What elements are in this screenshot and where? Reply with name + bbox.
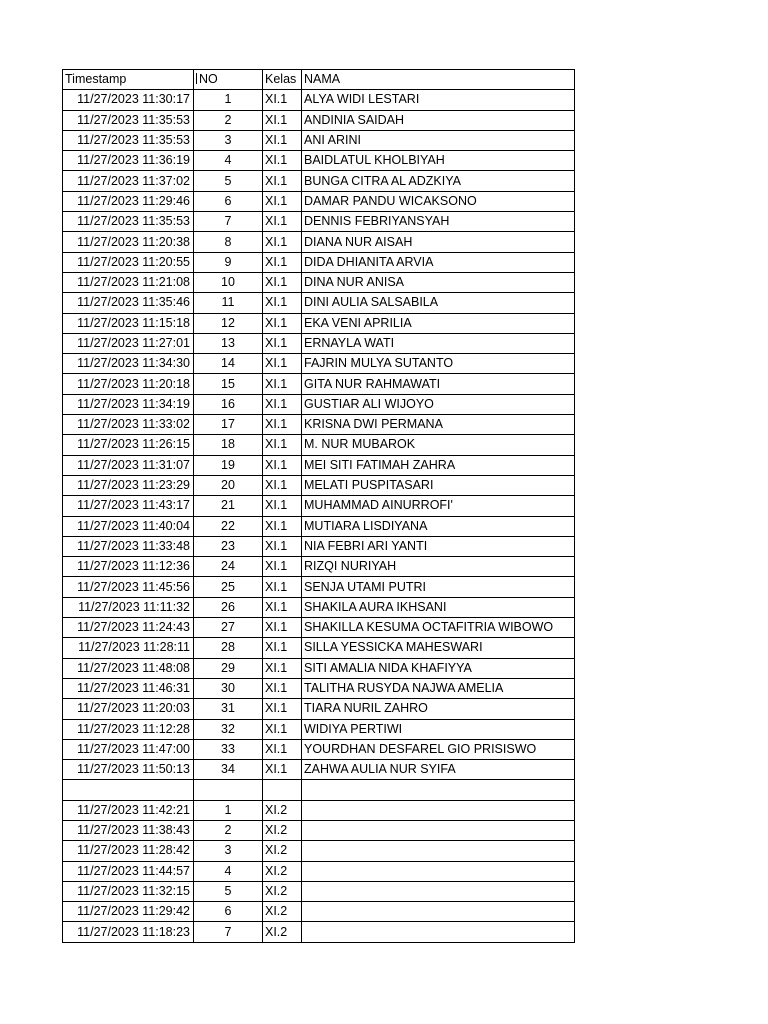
cell-timestamp: 11/27/2023 11:43:17: [63, 496, 194, 516]
cell-kelas: XI.1: [263, 272, 302, 292]
cell-no: 21: [194, 496, 263, 516]
cell-kelas: XI.1: [263, 597, 302, 617]
cell-no: 2: [194, 110, 263, 130]
cell-no: 4: [194, 861, 263, 881]
cell-kelas: XI.1: [263, 618, 302, 638]
cell-kelas: XI.1: [263, 252, 302, 272]
cell-nama: ALYA WIDI LESTARI: [302, 90, 575, 110]
cell-nama: WIDIYA PERTIWI: [302, 719, 575, 739]
cell-kelas: XI.1: [263, 739, 302, 759]
cell-no: 23: [194, 536, 263, 556]
cell-timestamp: 11/27/2023 11:37:02: [63, 171, 194, 191]
cell-kelas: XI.1: [263, 130, 302, 150]
cell-nama: KRISNA DWI PERMANA: [302, 415, 575, 435]
table-row: [63, 475, 575, 495]
cell-nama: TIARA NURIL ZAHRO: [302, 699, 575, 719]
cell-nama: SHAKILA AURA IKHSANI: [302, 597, 575, 617]
table-row: [63, 374, 575, 394]
cell-nama: [302, 820, 575, 840]
cell-kelas: XI.1: [263, 658, 302, 678]
cell-kelas: XI.1: [263, 475, 302, 495]
cell-no: 1: [194, 90, 263, 110]
table-row: [63, 151, 575, 171]
cell-kelas: XI.1: [263, 435, 302, 455]
cell-timestamp: 11/27/2023 11:30:17: [63, 90, 194, 110]
cell-kelas: XI.1: [263, 171, 302, 191]
table-row: [63, 922, 575, 942]
table-row: [63, 252, 575, 272]
cell-nama: RIZQI NURIYAH: [302, 557, 575, 577]
cell-kelas: XI.1: [263, 719, 302, 739]
cell-no: 9: [194, 252, 263, 272]
cell-no: 3: [194, 130, 263, 150]
cell-no: 34: [194, 760, 263, 780]
cell-kelas: XI.2: [263, 841, 302, 861]
cell-timestamp: 11/27/2023 11:50:13: [63, 760, 194, 780]
cell-nama: YOURDHAN DESFAREL GIO PRISISWO: [302, 739, 575, 759]
cell-timestamp: 11/27/2023 11:33:02: [63, 415, 194, 435]
cell-no: 18: [194, 435, 263, 455]
cell-no: 29: [194, 658, 263, 678]
cell-timestamp: 11/27/2023 11:28:42: [63, 841, 194, 861]
cell-no: 24: [194, 557, 263, 577]
cell-no: 25: [194, 577, 263, 597]
table-row: [63, 455, 575, 475]
cell-kelas: XI.1: [263, 536, 302, 556]
cell-nama: TALITHA RUSYDA NAJWA AMELIA: [302, 678, 575, 698]
cell-timestamp: 11/27/2023 11:15:18: [63, 313, 194, 333]
cell-nama: M. NUR MUBAROK: [302, 435, 575, 455]
cell-kelas: XI.1: [263, 678, 302, 698]
cell-nama: SHAKILLA KESUMA OCTAFITRIA WIBOWO: [302, 618, 575, 638]
cell-timestamp: 11/27/2023 11:28:11: [63, 638, 194, 658]
cell-no: 5: [194, 881, 263, 901]
cell-no: 4: [194, 151, 263, 171]
cell-no: 30: [194, 678, 263, 698]
table-row: [63, 719, 575, 739]
cell-nama: BUNGA CITRA AL ADZKIYA: [302, 171, 575, 191]
cell-no: 2: [194, 820, 263, 840]
cell-timestamp: 11/27/2023 11:20:38: [63, 232, 194, 252]
cell-no: 27: [194, 618, 263, 638]
cell-no: 13: [194, 333, 263, 353]
cell-timestamp: 11/27/2023 11:34:30: [63, 354, 194, 374]
table-row: [63, 658, 575, 678]
table-row: [63, 435, 575, 455]
cell-kelas: XI.1: [263, 90, 302, 110]
table-row: [63, 678, 575, 698]
cell-timestamp: 11/27/2023 11:35:53: [63, 130, 194, 150]
cell-timestamp: 11/27/2023 11:47:00: [63, 739, 194, 759]
table-row: [63, 212, 575, 232]
cell-nama: EKA VENI APRILIA: [302, 313, 575, 333]
cell-nama: [302, 780, 575, 800]
cell-kelas: XI.2: [263, 861, 302, 881]
cell-nama: [302, 881, 575, 901]
cell-no: 6: [194, 191, 263, 211]
table-row: [63, 760, 575, 780]
cell-no: 12: [194, 313, 263, 333]
cell-timestamp: 11/27/2023 11:32:15: [63, 881, 194, 901]
cell-no: 10: [194, 272, 263, 292]
cell-no: 31: [194, 699, 263, 719]
cell-kelas: XI.1: [263, 232, 302, 252]
cell-nama: DAMAR PANDU WICAKSONO: [302, 191, 575, 211]
table-row: [63, 496, 575, 516]
cell-timestamp: 11/27/2023 11:20:03: [63, 699, 194, 719]
cell-nama: GITA NUR RAHMAWATI: [302, 374, 575, 394]
cell-nama: DENNIS FEBRIYANSYAH: [302, 212, 575, 232]
cell-timestamp: 11/27/2023 11:12:28: [63, 719, 194, 739]
table-row: [63, 415, 575, 435]
table-row: [63, 272, 575, 292]
cell-kelas: XI.1: [263, 455, 302, 475]
cell-kelas: XI.1: [263, 760, 302, 780]
cell-no: 26: [194, 597, 263, 617]
cell-kelas: XI.1: [263, 577, 302, 597]
header-timestamp: Timestamp: [63, 70, 194, 90]
cell-timestamp: 11/27/2023 11:27:01: [63, 333, 194, 353]
table-row: [63, 354, 575, 374]
cell-no: 22: [194, 516, 263, 536]
cell-nama: ERNAYLA WATI: [302, 333, 575, 353]
table-row: [63, 699, 575, 719]
cell-no: 3: [194, 841, 263, 861]
cell-timestamp: 11/27/2023 11:11:32: [63, 597, 194, 617]
table-row: [63, 232, 575, 252]
table-row: [63, 841, 575, 861]
cell-timestamp: 11/27/2023 11:26:15: [63, 435, 194, 455]
cell-nama: MUHAMMAD AINURROFI': [302, 496, 575, 516]
cell-no: 16: [194, 394, 263, 414]
cell-timestamp: 11/27/2023 11:35:53: [63, 110, 194, 130]
table-row: [63, 557, 575, 577]
table-row: [63, 130, 575, 150]
cell-kelas: XI.1: [263, 638, 302, 658]
cell-nama: SILLA YESSICKA MAHESWARI: [302, 638, 575, 658]
header-nama: NAMA: [302, 70, 575, 90]
cell-nama: [302, 861, 575, 881]
cell-kelas: XI.2: [263, 902, 302, 922]
header-no: [194, 70, 263, 90]
table-row: [63, 333, 575, 353]
cell-nama: FAJRIN MULYA SUTANTO: [302, 354, 575, 374]
cell-kelas: XI.1: [263, 496, 302, 516]
cell-no: 32: [194, 719, 263, 739]
cell-kelas: XI.2: [263, 820, 302, 840]
cell-nama: NIA FEBRI ARI YANTI: [302, 536, 575, 556]
cell-kelas: XI.1: [263, 415, 302, 435]
cell-kelas: XI.2: [263, 881, 302, 901]
cell-timestamp: 11/27/2023 11:44:57: [63, 861, 194, 881]
table-row: [63, 577, 575, 597]
cell-nama: [302, 902, 575, 922]
cell-timestamp: 11/27/2023 11:38:43: [63, 820, 194, 840]
cell-timestamp: 11/27/2023 11:36:19: [63, 151, 194, 171]
cell-no: 11: [194, 293, 263, 313]
header-kelas: Kelas: [263, 70, 302, 90]
cell-no: 20: [194, 475, 263, 495]
cell-nama: SENJA UTAMI PUTRI: [302, 577, 575, 597]
attendance-table: [62, 69, 575, 943]
cell-nama: MEI SITI FATIMAH ZAHRA: [302, 455, 575, 475]
cell-no: 17: [194, 415, 263, 435]
cell-no: 33: [194, 739, 263, 759]
cell-timestamp: 11/27/2023 11:31:07: [63, 455, 194, 475]
cell-no: 6: [194, 902, 263, 922]
cell-nama: ANDINIA SAIDAH: [302, 110, 575, 130]
table-row: [63, 780, 575, 800]
cell-no: 8: [194, 232, 263, 252]
cell-timestamp: 11/27/2023 11:33:48: [63, 536, 194, 556]
table-row: [63, 516, 575, 536]
table-row: [63, 597, 575, 617]
cell-timestamp: 11/27/2023 11:42:21: [63, 800, 194, 820]
cell-timestamp: 11/27/2023 11:20:18: [63, 374, 194, 394]
cell-nama: GUSTIAR ALI WIJOYO: [302, 394, 575, 414]
cell-timestamp: 11/27/2023 11:35:53: [63, 212, 194, 232]
cell-timestamp: 11/27/2023 11:21:08: [63, 272, 194, 292]
cell-nama: [302, 841, 575, 861]
cell-kelas: XI.1: [263, 516, 302, 536]
table-row: [63, 800, 575, 820]
cell-timestamp: 11/27/2023 11:34:19: [63, 394, 194, 414]
header-row: [63, 70, 575, 90]
cell-kelas: XI.1: [263, 110, 302, 130]
cell-nama: BAIDLATUL KHOLBIYAH: [302, 151, 575, 171]
cell-no: 5: [194, 171, 263, 191]
cell-no: 28: [194, 638, 263, 658]
cell-kelas: XI.1: [263, 557, 302, 577]
cell-kelas: XI.1: [263, 394, 302, 414]
cell-kelas: XI.1: [263, 313, 302, 333]
table-row: [63, 171, 575, 191]
cell-no: 1: [194, 800, 263, 820]
cell-no: 7: [194, 922, 263, 942]
table-row: [63, 861, 575, 881]
cell-kelas: XI.2: [263, 800, 302, 820]
cell-kelas: XI.2: [263, 922, 302, 942]
table-row: [63, 394, 575, 414]
cell-timestamp: 11/27/2023 11:40:04: [63, 516, 194, 536]
cell-kelas: XI.1: [263, 374, 302, 394]
table-row: [63, 313, 575, 333]
table-row: [63, 110, 575, 130]
table-row: [63, 293, 575, 313]
cell-timestamp: 11/27/2023 11:23:29: [63, 475, 194, 495]
cell-nama: ANI ARINI: [302, 130, 575, 150]
table-row: [63, 90, 575, 110]
table-row: [63, 536, 575, 556]
cell-nama: MUTIARA LISDIYANA: [302, 516, 575, 536]
table-row: [63, 191, 575, 211]
table-row: [63, 739, 575, 759]
cell-timestamp: 11/27/2023 11:46:31: [63, 678, 194, 698]
cell-kelas: XI.1: [263, 293, 302, 313]
table-row: [63, 881, 575, 901]
cell-timestamp: 11/27/2023 11:29:42: [63, 902, 194, 922]
cell-kelas: XI.1: [263, 699, 302, 719]
cell-timestamp: 11/27/2023 11:29:46: [63, 191, 194, 211]
cell-kelas: XI.1: [263, 212, 302, 232]
cell-nama: DIANA NUR AISAH: [302, 232, 575, 252]
cell-kelas: [263, 780, 302, 800]
cell-nama: MELATI PUSPITASARI: [302, 475, 575, 495]
cell-timestamp: 11/27/2023 11:35:46: [63, 293, 194, 313]
cell-timestamp: 11/27/2023 11:48:08: [63, 658, 194, 678]
cell-nama: [302, 800, 575, 820]
cell-timestamp: 11/27/2023 11:24:43: [63, 618, 194, 638]
cell-timestamp: 11/27/2023 11:45:56: [63, 577, 194, 597]
table-row: [63, 820, 575, 840]
cell-timestamp: 11/27/2023 11:20:55: [63, 252, 194, 272]
cell-kelas: XI.1: [263, 354, 302, 374]
cell-nama: DINA NUR ANISA: [302, 272, 575, 292]
cell-kelas: XI.1: [263, 333, 302, 353]
cell-nama: DIDA DHIANITA ARVIA: [302, 252, 575, 272]
header-no-label: NO: [199, 72, 218, 87]
cell-timestamp: 11/27/2023 11:12:36: [63, 557, 194, 577]
cell-nama: DINI AULIA SALSABILA: [302, 293, 575, 313]
cell-nama: [302, 922, 575, 942]
table-row: [63, 902, 575, 922]
cell-kelas: XI.1: [263, 191, 302, 211]
table-row: [63, 638, 575, 658]
cell-no: 19: [194, 455, 263, 475]
cell-no: [194, 780, 263, 800]
cell-nama: ZAHWA AULIA NUR SYIFA: [302, 760, 575, 780]
table-row: [63, 618, 575, 638]
cell-timestamp: [63, 780, 194, 800]
cell-timestamp: 11/27/2023 11:18:23: [63, 922, 194, 942]
table-body: [63, 90, 575, 942]
cell-no: 14: [194, 354, 263, 374]
cell-no: 15: [194, 374, 263, 394]
cell-kelas: XI.1: [263, 151, 302, 171]
cell-no: 7: [194, 212, 263, 232]
cell-nama: SITI AMALIA NIDA KHAFIYYA: [302, 658, 575, 678]
